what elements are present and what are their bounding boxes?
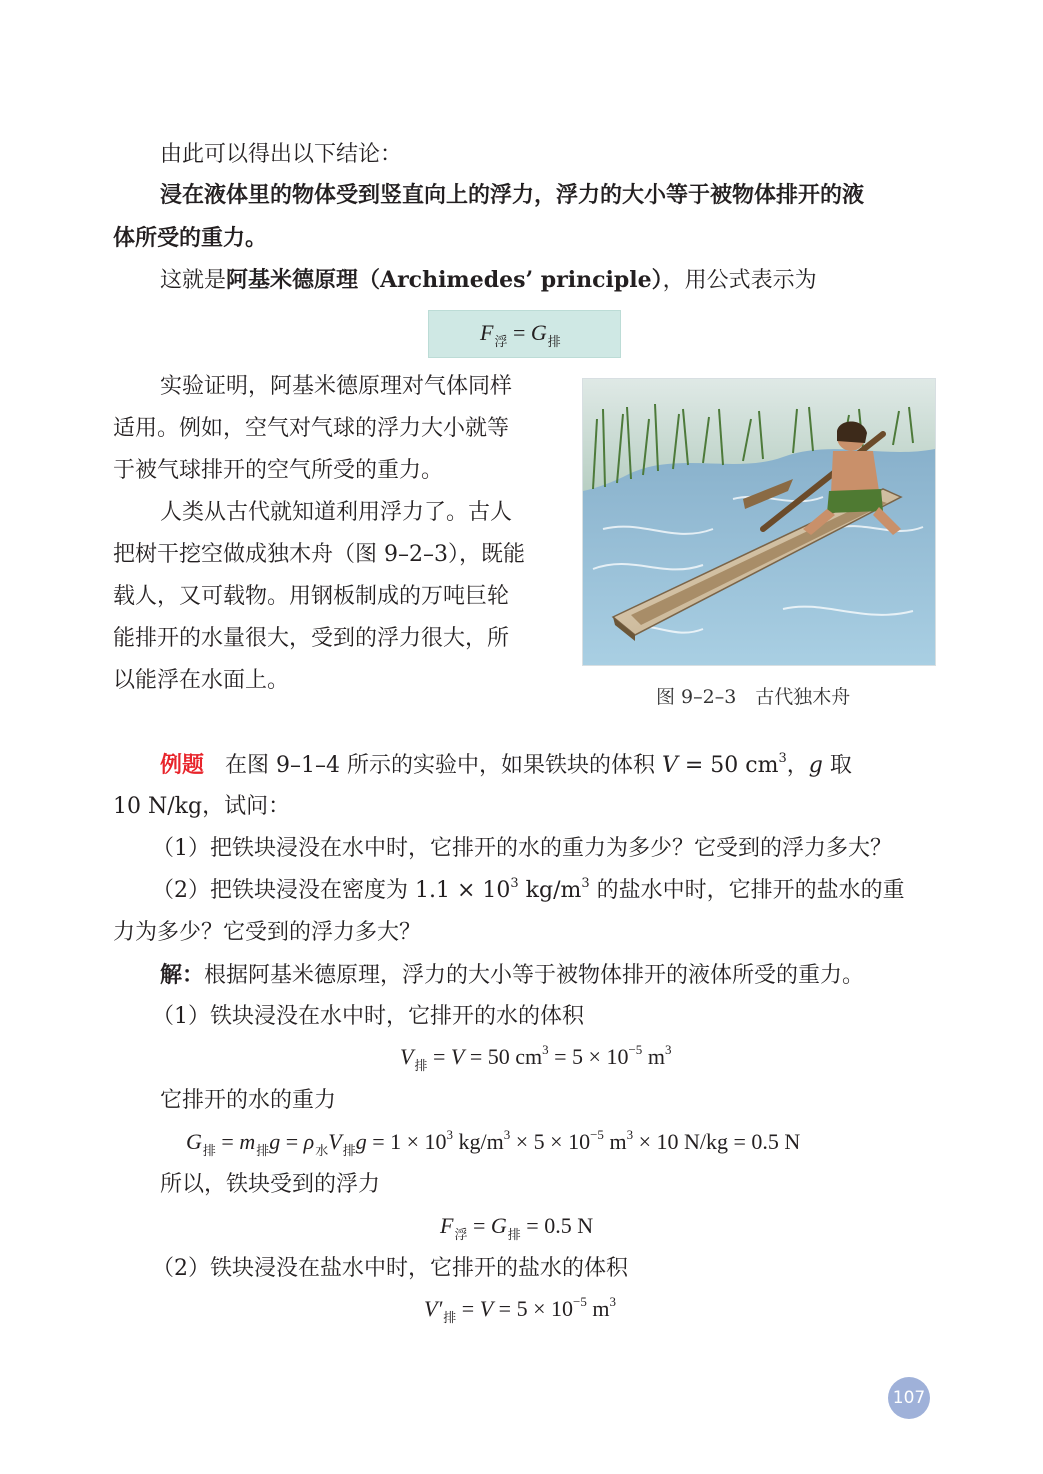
formula-volume <box>400 1042 671 1076</box>
var-F: F <box>480 320 494 345</box>
dugout-canoe-illustration <box>582 378 936 666</box>
var-g: g <box>355 1129 367 1154</box>
var-G: G <box>186 1129 202 1154</box>
sub-fu: 浮 <box>454 1228 468 1243</box>
example-line-2: 10 N/kg，试问： <box>113 794 291 819</box>
var-g: g <box>269 1129 281 1154</box>
text-line: 人类从古代就知道利用浮力了。古人 <box>160 500 513 525</box>
sub-pai: 排 <box>342 1144 356 1159</box>
sub-pai: 排 <box>256 1144 270 1159</box>
text-line: 能排开的水量很大，受到的浮力很大，所 <box>113 626 510 651</box>
solution-step-4: （2）铁块浸没在盐水中时，它排开的盐水的体积 <box>152 1256 628 1281</box>
var-V: V <box>479 1296 494 1321</box>
formula-weight <box>186 1127 800 1161</box>
q2-a: （2）把铁块浸没在密度为 1.1 × 10 <box>152 878 511 903</box>
f2-g: × 10 N/kg = 0.5 N <box>633 1129 801 1154</box>
exp-3: 3 <box>581 876 590 891</box>
var-V: V <box>661 753 678 778</box>
exp-3: 3 <box>626 1127 634 1142</box>
exp-3: 3 <box>510 876 519 891</box>
exp-neg5: −5 <box>572 1294 587 1309</box>
text-line: 实验证明，阿基米德原理对气体同样 <box>160 374 513 399</box>
exp-3: 3 <box>609 1294 616 1309</box>
sub-pai: 排 <box>202 1144 216 1159</box>
solution-step-3: 所以，铁块受到的浮力 <box>160 1172 381 1197</box>
var-rho: ρ <box>303 1129 315 1154</box>
var-g: g <box>808 753 823 778</box>
eq: = <box>467 1213 491 1238</box>
f2-d: kg/m <box>453 1129 504 1154</box>
text-line: 适用。例如，空气对气球的浮力大小就等 <box>113 416 510 441</box>
f1-b: = 50 cm <box>464 1044 543 1069</box>
example-line-1 <box>160 750 852 784</box>
f4-b: = 5 × 10 <box>493 1296 573 1321</box>
formula-volume-salt <box>424 1294 616 1328</box>
page-number: 107 <box>888 1377 930 1419</box>
paragraph-conclusion-intro: 由此可以得出以下结论： <box>160 142 403 167</box>
var-V: V <box>400 1044 414 1069</box>
f2-f: m <box>603 1129 627 1154</box>
equals: = <box>507 320 531 345</box>
text-line: 把树干挖空做成独木舟（图 9–2–3），既能 <box>113 542 525 567</box>
law-statement-line-1: 浸在液体里的物体受到竖直向上的浮力，浮力的大小等于被物体排开的液 <box>160 182 865 208</box>
solution-text: 根据阿基米德原理，浮力的大小等于被物体排开的液体所受的重力。 <box>204 963 865 988</box>
q2-b: kg/m <box>518 878 582 903</box>
exp-3: 3 <box>542 1042 549 1057</box>
solution-intro <box>160 960 864 991</box>
f3-b: = 0.5 N <box>520 1213 594 1238</box>
exp-3: 3 <box>778 751 787 766</box>
example-text-1c: ， <box>786 753 809 778</box>
solution-step-2: 它排开的水的重力 <box>160 1088 337 1113</box>
var-V-prime: V′ <box>424 1296 443 1321</box>
figure-caption: 图 9–2–3 古代独木舟 <box>656 686 851 708</box>
f2-c: = 1 × 10 <box>366 1129 447 1154</box>
law-statement-line-2: 体所受的重力。 <box>113 225 268 251</box>
var-G: G <box>530 320 547 345</box>
question-2-cont: 力为多少？它受到的浮力多大？ <box>113 920 422 945</box>
exp-3: 3 <box>503 1127 511 1142</box>
eq: = <box>215 1129 240 1154</box>
text-line: 载人，又可载物。用钢板制成的万吨巨轮 <box>113 584 510 609</box>
exp-neg5: −5 <box>590 1127 604 1142</box>
example-text-1b: = 50 cm <box>677 753 779 778</box>
formula-archimedes <box>480 318 561 352</box>
f1-d: m <box>642 1044 665 1069</box>
sub-pai: 排 <box>414 1059 428 1074</box>
eq: = <box>456 1296 480 1321</box>
exp-3: 3 <box>446 1127 454 1142</box>
var-m: m <box>239 1129 256 1154</box>
var-V: V <box>328 1129 342 1154</box>
f2-e: × 5 × 10 <box>510 1129 591 1154</box>
var-V: V <box>450 1044 465 1069</box>
exp-neg5: −5 <box>628 1042 643 1057</box>
sub-fu: 浮 <box>494 335 508 350</box>
text-line: 于被气球排开的空气所受的重力。 <box>113 458 444 483</box>
var-F: F <box>440 1213 454 1238</box>
q2-c: 的盐水中时，它排开的盐水的重 <box>589 878 905 903</box>
eq: = <box>427 1044 451 1069</box>
sub-pai: 排 <box>547 335 561 350</box>
intro-post: ，用公式表示为 <box>662 268 817 293</box>
question-2 <box>152 876 905 909</box>
sub-pai: 排 <box>507 1228 521 1243</box>
text-line: 以能浮在水面上。 <box>113 668 290 693</box>
example-label: 例题 <box>160 752 205 778</box>
sub-pai: 排 <box>443 1311 457 1326</box>
example-text-1d: 取 <box>822 753 852 778</box>
eq: = <box>280 1129 304 1154</box>
formula-buoyancy <box>440 1211 593 1245</box>
var-G: G <box>490 1213 507 1238</box>
question-1: （1）把铁块浸没在水中时，它排开的水的重力为多少？它受到的浮力多大？ <box>152 836 892 861</box>
canoe-scene <box>583 379 935 665</box>
example-text-1: 在图 9–1–4 所示的实验中，如果铁块的体积 <box>225 753 662 778</box>
f1-c: = 5 × 10 <box>548 1044 629 1069</box>
sub-water: 水 <box>315 1144 329 1159</box>
solution-step-1: （1）铁块浸没在水中时，它排开的水的体积 <box>152 1004 584 1029</box>
f4-d: m <box>586 1296 610 1321</box>
exp-3: 3 <box>664 1042 672 1057</box>
solution-label: 解： <box>160 962 205 988</box>
intro-pre: 这就是 <box>160 268 227 293</box>
archimedes-term: 阿基米德原理（Archimedes’ principle） <box>226 267 663 293</box>
archimedes-intro <box>160 265 817 296</box>
